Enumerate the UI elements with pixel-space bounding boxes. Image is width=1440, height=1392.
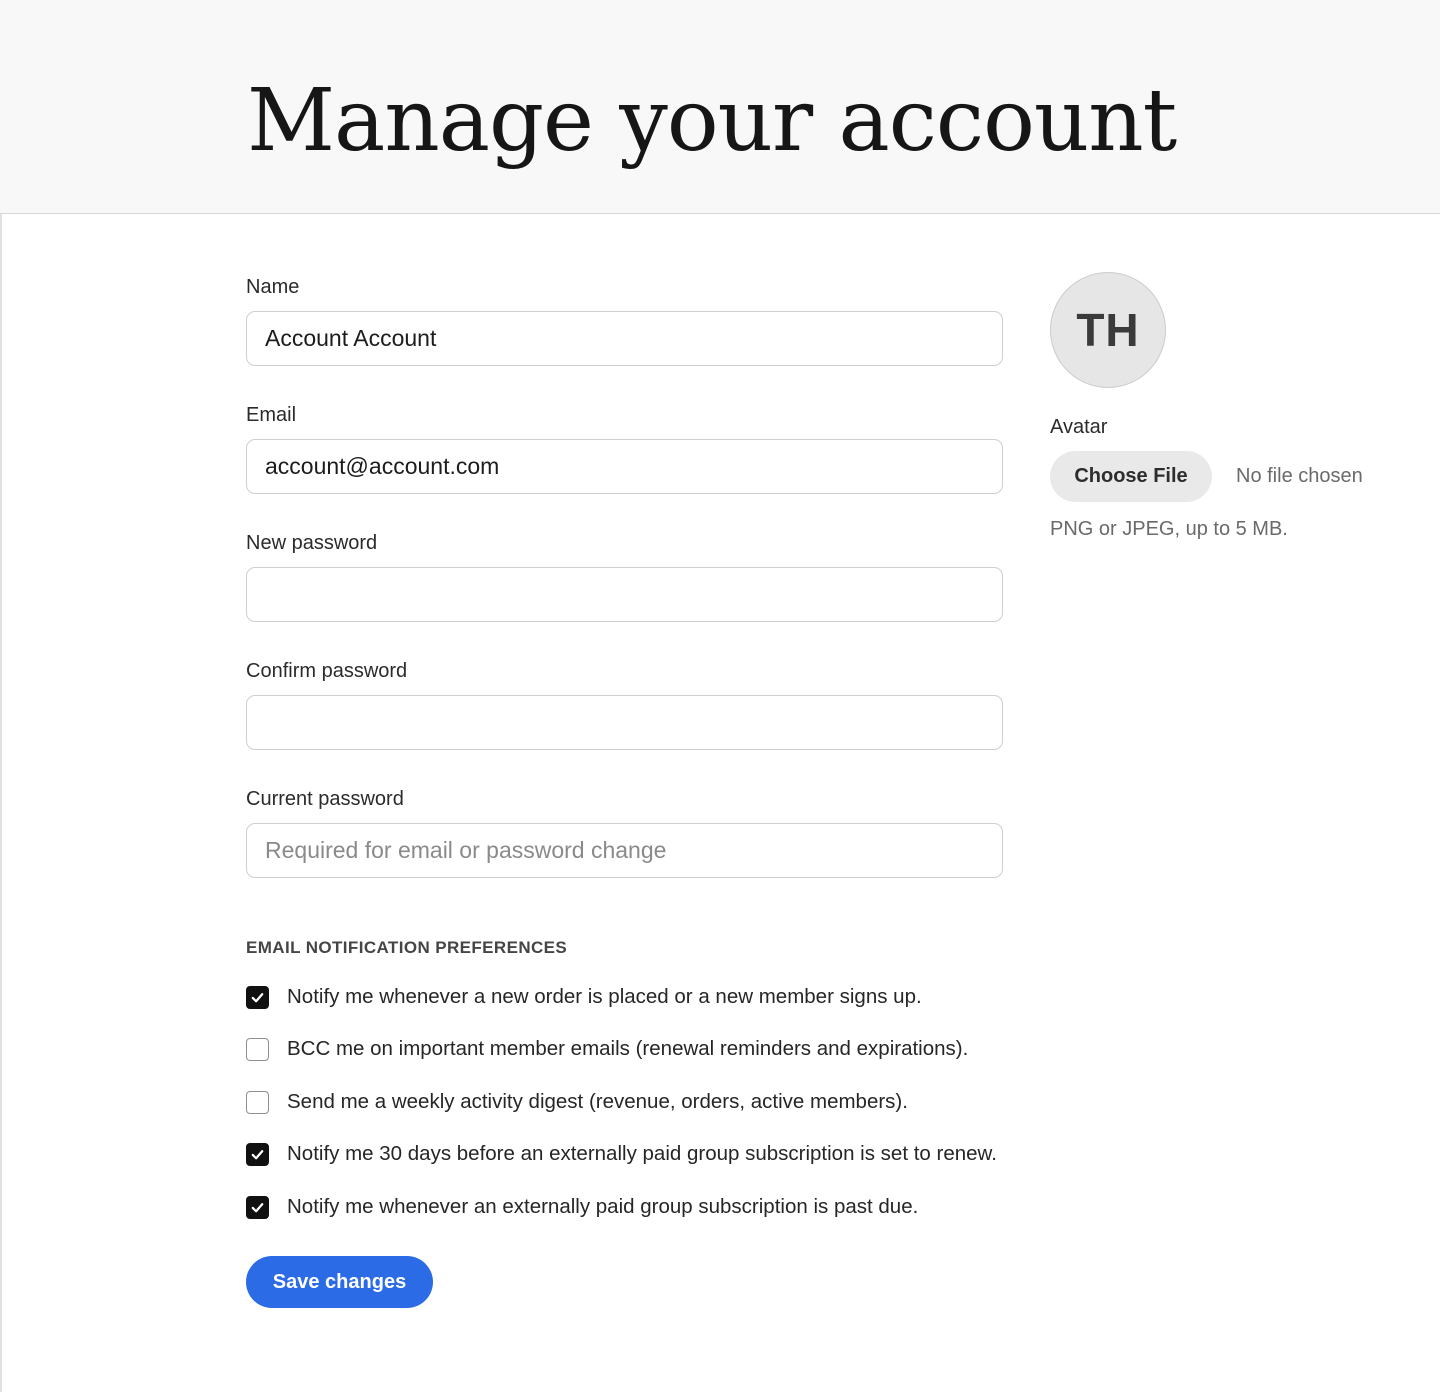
notification-checkbox[interactable] <box>246 986 269 1009</box>
notification-checkbox[interactable] <box>246 1038 269 1061</box>
notification-preference-row[interactable] <box>246 1036 968 1062</box>
notification-label: Notify me whenever a new order is placed or a new member signs up. <box>287 985 922 1008</box>
current-password-label: Current password <box>246 788 404 810</box>
page-title: Manage your account <box>247 71 1177 171</box>
notification-label: Notify me 30 days before an externally paid group subscription is set to renew. <box>287 1142 997 1165</box>
new-password-input[interactable] <box>246 567 1003 622</box>
notification-preference-row[interactable] <box>246 1194 918 1220</box>
notification-checkbox[interactable] <box>246 1196 269 1219</box>
email-label: Email <box>246 404 297 426</box>
file-status: No file chosen <box>1236 465 1363 487</box>
confirm-password-field-group <box>246 660 1003 750</box>
notification-label: Notify me whenever an externally paid group subscription is past due. <box>287 1195 919 1218</box>
notification-preference-row[interactable] <box>246 984 922 1010</box>
choose-file-button[interactable]: Choose File <box>1050 451 1212 502</box>
name-input[interactable] <box>246 311 1003 366</box>
notification-checkbox[interactable] <box>246 1091 269 1114</box>
avatar-label: Avatar <box>1050 416 1108 438</box>
name-label: Name <box>246 276 300 298</box>
save-changes-button[interactable]: Save changes <box>246 1256 433 1308</box>
checkmark-icon <box>250 1200 265 1215</box>
checkmark-icon <box>250 990 265 1005</box>
current-password-input[interactable] <box>246 823 1003 878</box>
current-password-field-group <box>246 788 1003 878</box>
page-header <box>0 0 1440 214</box>
new-password-field-group <box>246 532 1003 622</box>
notification-label: Send me a weekly activity digest (revenue, orders, active members). <box>287 1090 908 1113</box>
notification-preference-row[interactable] <box>246 1089 908 1115</box>
confirm-password-label: Confirm password <box>246 660 408 682</box>
checkmark-icon <box>250 1147 265 1162</box>
email-field-group <box>246 404 1003 494</box>
confirm-password-input[interactable] <box>246 695 1003 750</box>
name-field-group <box>246 276 1003 366</box>
notification-checkbox[interactable] <box>246 1143 269 1166</box>
notification-label: BCC me on important member emails (renewal reminders and expirations). <box>287 1037 969 1060</box>
avatar <box>1050 272 1166 388</box>
notification-preference-row[interactable] <box>246 1141 997 1167</box>
notification-preferences-heading: EMAIL NOTIFICATION PREFERENCES <box>246 938 568 957</box>
email-input[interactable] <box>246 439 1003 494</box>
file-hint: PNG or JPEG, up to 5 MB. <box>1050 518 1288 540</box>
new-password-label: New password <box>246 532 378 554</box>
avatar-initials: TH <box>1076 304 1140 356</box>
